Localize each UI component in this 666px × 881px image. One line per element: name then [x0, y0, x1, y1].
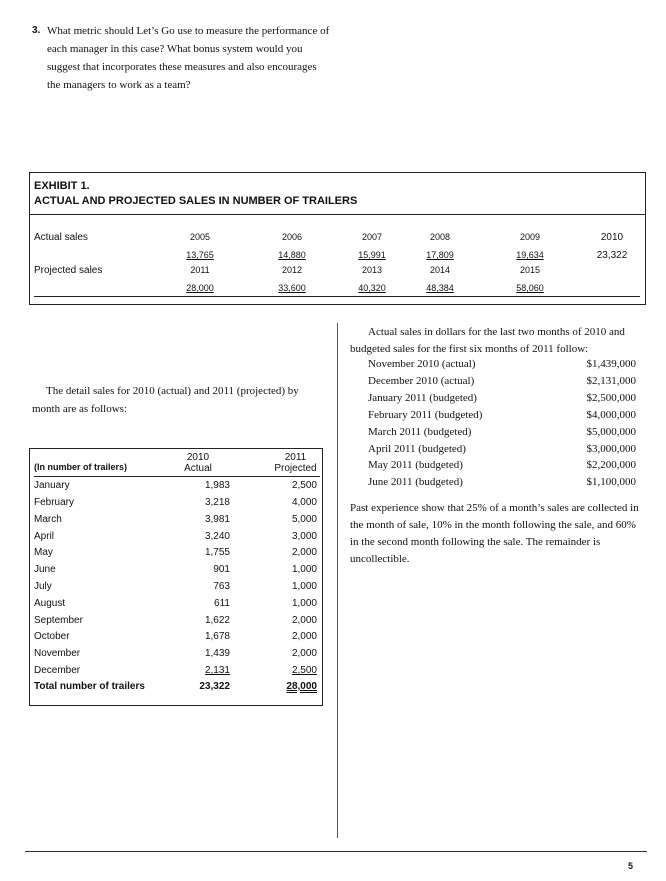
budget-intro-line2: budgeted sales for the first six months of 2011 follow: — [350, 343, 589, 355]
actual-cell: 1,678 — [204, 631, 230, 642]
budget-label: February 2011 (budgeted) — [368, 409, 483, 421]
exhibit-year: 2015 — [519, 265, 541, 275]
month-label: August — [34, 598, 66, 609]
budget-row — [368, 358, 636, 375]
column-divider — [337, 323, 338, 838]
actual-cell: 3,240 — [204, 531, 230, 542]
month-label: July — [34, 581, 52, 592]
table-total-row — [34, 681, 320, 697]
exhibit-year: 2007 — [361, 232, 383, 242]
exhibit-value: 14,880 — [278, 250, 306, 260]
actual-sales-label: Actual sales — [34, 232, 88, 243]
budget-value: $4,000,000 — [586, 409, 636, 421]
actual-cell: 3,218 — [204, 497, 230, 508]
actual-cell: 901 — [213, 564, 230, 575]
budget-row — [368, 392, 636, 409]
footer-rule — [25, 851, 647, 852]
table-row — [34, 514, 320, 530]
table-row — [34, 581, 320, 597]
table-row — [34, 665, 320, 681]
month-label: June — [34, 564, 56, 575]
month-label: May — [34, 547, 53, 558]
exhibit-1-box — [29, 172, 646, 305]
month-label: November — [34, 648, 81, 659]
budget-label: June 2011 (budgeted) — [368, 476, 463, 488]
budget-label: May 2011 (budgeted) — [368, 459, 463, 471]
budget-label: April 2011 (budgeted) — [368, 443, 466, 455]
month-label: October — [34, 631, 70, 642]
projected-cell: 2,000 — [291, 631, 317, 642]
collection-experience-text: Past experience show that 25% of a month’s sales are collected in the month of sale, 10% in the month following the sale, and 60% in the second month following the sale. The remainder is uncollectible. — [350, 502, 639, 565]
month-label: December — [34, 665, 81, 676]
budget-intro-line1: Actual sales in dollars for the last two months of 2010 and — [368, 326, 625, 338]
exhibit-value: 48,384 — [426, 283, 454, 293]
table-row — [34, 497, 320, 513]
table-row — [34, 631, 320, 647]
budget-value: $1,100,000 — [586, 476, 636, 488]
exhibit-year: 2008 — [429, 232, 451, 242]
exhibit-year: 2012 — [281, 265, 303, 275]
budget-row — [368, 443, 636, 460]
detail-sales-text: The detail sales for 2010 (actual) and 2011 (projected) by month are as follows: — [32, 385, 299, 415]
total-label: Total number of trailers — [34, 681, 145, 692]
month-label: February — [34, 497, 75, 508]
projected-cell: 1,000 — [291, 581, 317, 592]
actual-cell: 1,755 — [204, 547, 230, 558]
budget-label: December 2010 (actual) — [368, 375, 475, 387]
exhibit-value: 17,809 — [426, 250, 454, 260]
actual-cell: 1,983 — [204, 480, 230, 491]
budget-label: January 2011 (budgeted) — [368, 392, 477, 404]
exhibit-value: 40,320 — [358, 283, 386, 293]
table-row — [34, 531, 320, 547]
actual-cell: 1,622 — [204, 615, 230, 626]
table-row — [34, 648, 320, 664]
month-label: September — [34, 615, 83, 626]
col-header-type: Actual — [184, 463, 212, 474]
col-header-year: 2010 — [186, 452, 210, 463]
actual-cell: 1,439 — [204, 648, 230, 659]
table-row — [34, 598, 320, 614]
projected-cell: 2,000 — [291, 547, 317, 558]
table-header-label: (In number of trailers) — [34, 462, 128, 472]
projected-cell: 1,000 — [291, 598, 317, 609]
projected-cell: 2,000 — [291, 615, 317, 626]
budget-row — [368, 459, 636, 476]
budget-row — [368, 476, 636, 493]
budget-value: $5,000,000 — [586, 426, 636, 438]
exhibit-year: 2013 — [361, 265, 383, 275]
budget-value: $2,200,000 — [586, 459, 636, 471]
projected-cell: 3,000 — [291, 531, 317, 542]
col-header-type: Projected — [274, 463, 317, 474]
actual-cell: 2,131 — [204, 665, 230, 676]
exhibit-bottom-rule — [34, 296, 640, 297]
exhibit-value: 58,060 — [516, 283, 544, 293]
total-actual: 23,322 — [199, 681, 230, 692]
budget-value: $1,439,000 — [586, 358, 636, 370]
exhibit-year: 2010 — [600, 232, 624, 243]
exhibit-year: 2011 — [190, 265, 210, 275]
table-row — [34, 615, 320, 631]
exhibit-title-line2: ACTUAL AND PROJECTED SALES IN NUMBER OF TRAILERS — [34, 195, 358, 207]
budget-intro — [350, 324, 646, 358]
budget-row — [368, 375, 636, 392]
projected-cell: 1,000 — [291, 564, 317, 575]
exhibit-title — [34, 179, 357, 209]
question-number: 3. — [32, 25, 41, 36]
month-label: January — [34, 480, 70, 491]
budget-label: November 2010 (actual) — [368, 358, 476, 370]
col-2011-projected-header — [268, 452, 323, 474]
page-number: 5 — [628, 861, 634, 871]
monthly-sales-table — [29, 448, 323, 706]
budget-row — [368, 409, 636, 426]
budget-value: $3,000,000 — [586, 443, 636, 455]
col-header-year: 2011 — [284, 452, 307, 463]
table-row — [34, 564, 320, 580]
table-header-rule — [34, 476, 320, 477]
exhibit-value: 19,634 — [516, 250, 544, 260]
projected-sales-label: Projected sales — [34, 265, 103, 276]
month-label: April — [34, 531, 55, 542]
exhibit-value: 23,322 — [596, 250, 628, 261]
exhibit-value: 28,000 — [186, 283, 214, 293]
exhibit-year: 2014 — [429, 265, 451, 275]
actual-cell: 611 — [214, 598, 230, 609]
exhibit-year: 2009 — [519, 232, 541, 242]
exhibit-value: 13,765 — [186, 250, 214, 260]
exhibit-divider — [30, 214, 645, 215]
projected-cell: 4,000 — [291, 497, 317, 508]
table-row — [34, 547, 320, 563]
budget-value: $2,131,000 — [586, 375, 636, 387]
exhibit-year: 2006 — [281, 232, 303, 242]
table-row — [34, 480, 320, 496]
projected-cell: 2,500 — [291, 665, 317, 676]
exhibit-title-line1: EXHIBIT 1. — [34, 180, 90, 192]
budget-value: $2,500,000 — [586, 392, 636, 404]
budget-label: March 2011 (budgeted) — [368, 426, 472, 438]
exhibit-value: 15,991 — [358, 250, 386, 260]
question-text: What metric should Let’s Go use to measure the performance of each manager in this case? What bonus system would you suggest that incorporates these measures and also encourages the managers to work as a team? — [47, 25, 330, 91]
projected-cell: 2,000 — [291, 648, 317, 659]
question-3 — [32, 22, 332, 94]
exhibit-year: 2005 — [189, 232, 211, 242]
total-projected: 28,000 — [286, 681, 317, 692]
budget-row — [368, 426, 636, 443]
month-label: March — [34, 514, 62, 525]
actual-cell: 763 — [213, 581, 230, 592]
exhibit-value: 33,600 — [278, 283, 306, 293]
col-2010-actual-header — [168, 452, 228, 474]
projected-cell: 5,000 — [291, 514, 317, 525]
actual-cell: 3,981 — [204, 514, 230, 525]
projected-cell: 2,500 — [291, 480, 317, 491]
